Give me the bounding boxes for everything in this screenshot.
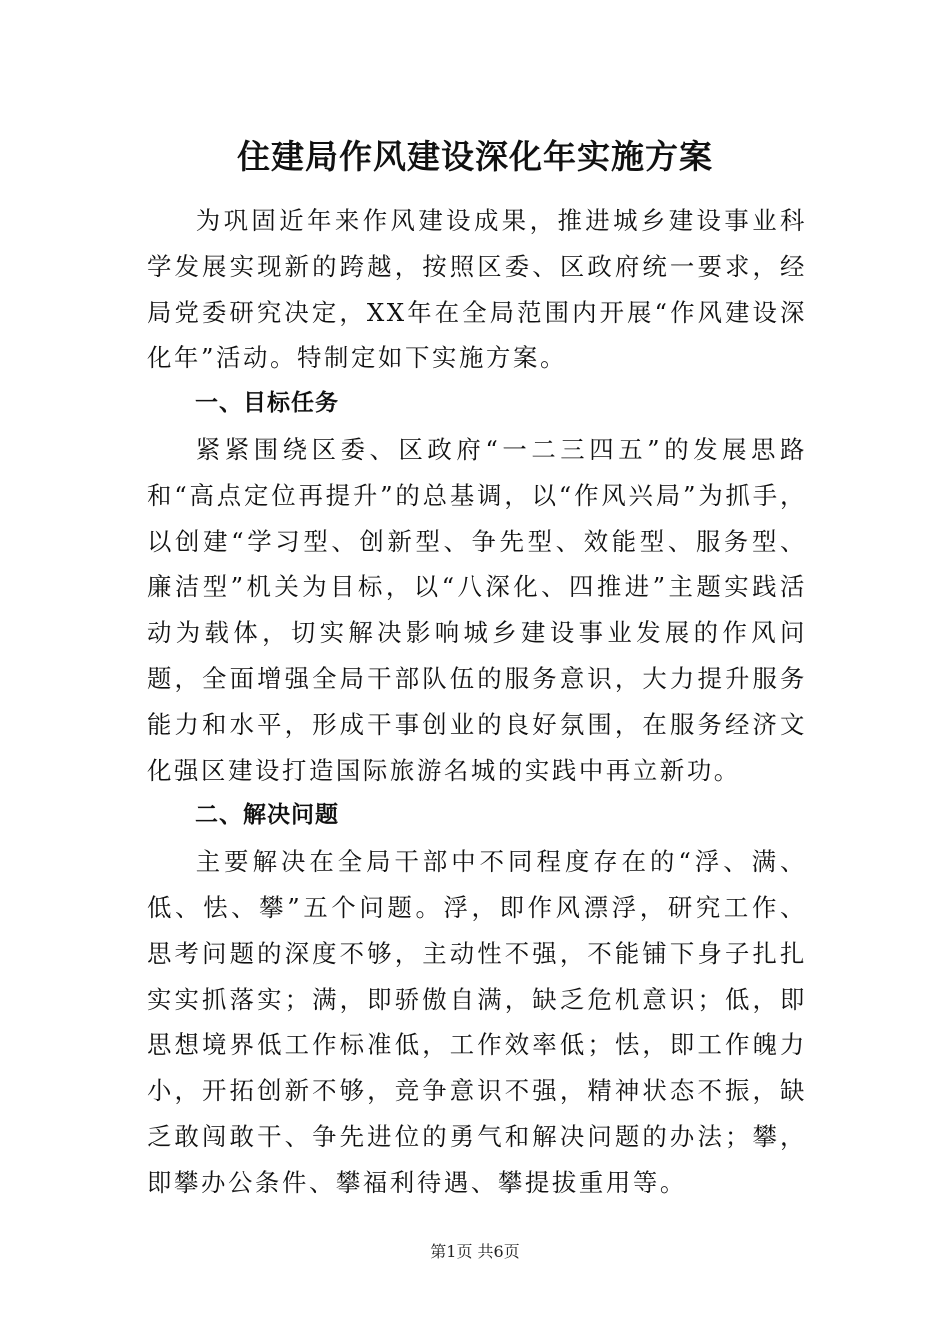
intro-paragraph: 为巩固近年来作风建设成果，推进城乡建设事业科学发展实现新的跨越，按照区委、区政府统一要求，经局党委研究决定，XX年在全局范围内开展“作风建设深化年”活动。特制定如下实施方案。 [147,206,807,373]
section-heading-problems: 二、解决问题 [195,802,339,829]
page-number-footer: 第1页 共6页 [430,1242,520,1261]
document-title: 住建局作风建设深化年实施方案 [237,137,713,176]
section-heading-goals: 一、目标任务 [195,390,339,417]
section-paragraph-problems: 主要解决在全局干部中不同程度存在的“浮、满、低、怯、攀”五个问题。浮，即作风漂浮，研究工作、思考问题的深度不够，主动性不强，不能铺下身子扎扎实实抓落实；满，即骄傲自满，缺乏危机意识；低，即思想境界低工作标准低，工作效率低；怯，即工作魄力小，开拓创新不够，竞争意识不强，精神状态不振，缺乏敢闯敢干、争先进位的勇气和解决问题的办法；攀，即攀办公条件、攀福利待遇、攀提拔重用等。 [147,847,807,1197]
section-paragraph-goals: 紧紧围绕区委、区政府“一二三四五”的发展思路和“高点定位再提升”的总基调，以“作风兴局”为抓手，以创建“学习型、创新型、争先型、效能型、服务型、廉洁型”机关为目标，以“八深化、四推进”主题实践活动为载体，切实解决影响城乡建设事业发展的作风问题，全面增强全局干部队伍的服务意识，大力提升服务能力和水平，形成干事创业的良好氛围，在服务经济文化强区建设打造国际旅游名城的实践中再立新功。 [147,434,807,785]
document-body [147,198,807,1206]
